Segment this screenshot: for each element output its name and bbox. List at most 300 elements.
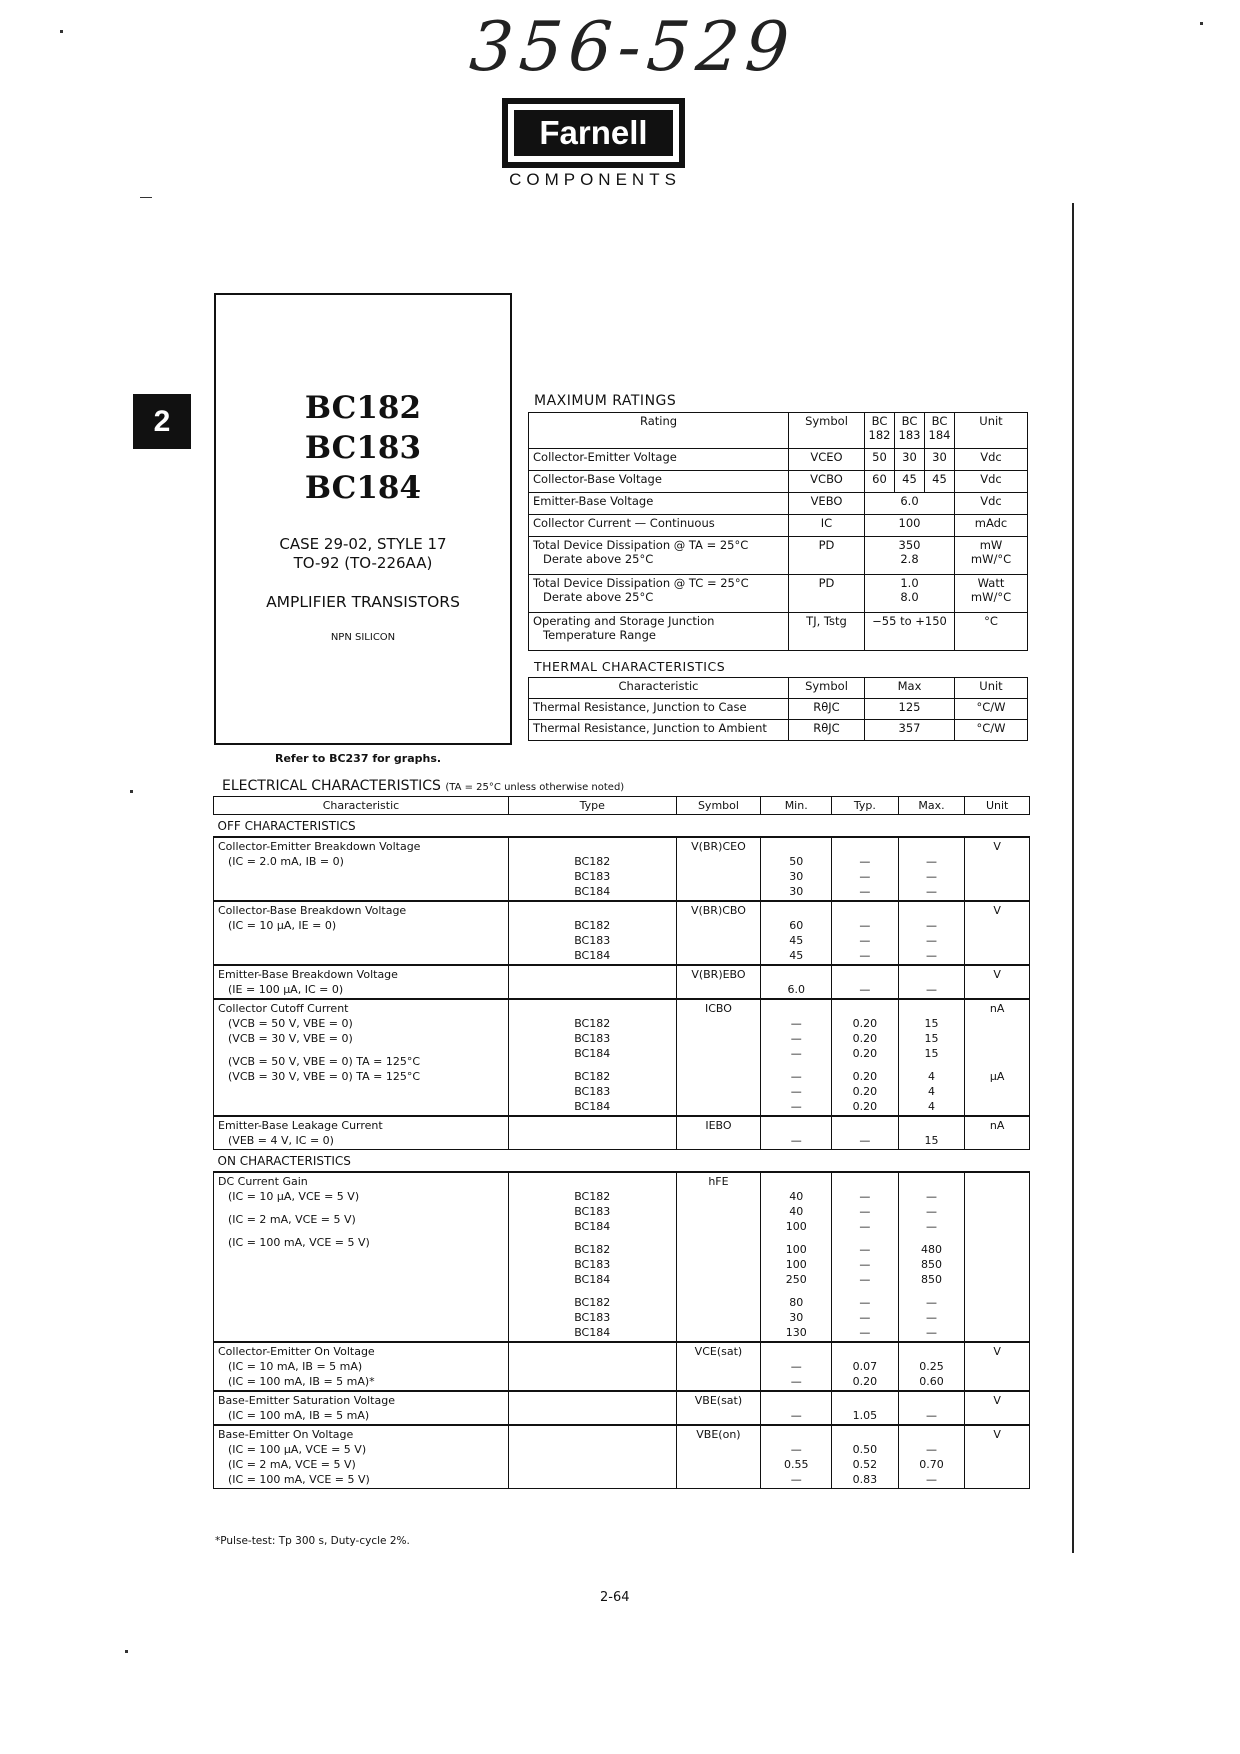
- max: 357: [865, 720, 955, 741]
- table-row: [529, 720, 1028, 741]
- min: [761, 837, 832, 901]
- spacer: [765, 903, 827, 918]
- max-value: —: [926, 934, 937, 947]
- test-condition: (IC = 100 mA, VCE = 5 V): [228, 1473, 370, 1486]
- max-value: —: [926, 1220, 937, 1233]
- characteristic: [214, 1425, 509, 1489]
- characteristic-name: Emitter-Base Leakage Current: [218, 1119, 383, 1132]
- typ-value: —: [859, 1311, 871, 1324]
- spacer: [836, 903, 894, 918]
- min-value: —: [790, 1070, 802, 1083]
- max-value: —: [926, 1473, 937, 1486]
- type: [508, 1342, 676, 1391]
- typ-value: —: [859, 1296, 871, 1309]
- value: 100: [865, 515, 955, 537]
- min-value: 30: [789, 1311, 804, 1324]
- spacer: [903, 1427, 961, 1442]
- value-bc183: 45: [895, 471, 925, 493]
- min-value: 50: [789, 855, 804, 868]
- value-bc184: 45: [925, 471, 955, 493]
- type-value: BC182: [574, 1243, 611, 1256]
- spacer: [903, 1287, 961, 1295]
- max: [898, 1342, 965, 1391]
- max-value: 0.70: [919, 1458, 944, 1471]
- type-value: BC183: [574, 1085, 611, 1098]
- device-box: [214, 293, 512, 745]
- type: [508, 965, 676, 999]
- header-unit: Unit: [965, 797, 1030, 815]
- typ: [832, 1116, 899, 1150]
- table-header-row: [214, 797, 1030, 815]
- symbol: IEBO: [676, 1116, 761, 1150]
- unit: V: [965, 1391, 1030, 1425]
- min-value: 60: [789, 919, 804, 932]
- typ-value: 0.52: [852, 1458, 878, 1471]
- spacer: [836, 1118, 894, 1133]
- type-value: BC182: [574, 855, 611, 868]
- min-value: 6.0: [787, 983, 805, 996]
- spacer: [218, 1046, 504, 1054]
- type: [508, 999, 676, 1116]
- min-value: —: [790, 1017, 802, 1030]
- unit: °C/W: [955, 720, 1028, 741]
- test-condition: (VCB = 30 V, VBE = 0): [228, 1032, 353, 1045]
- rating: Collector-Base Voltage: [529, 471, 789, 493]
- table-row: [214, 901, 1030, 965]
- symbol: VCEO: [789, 449, 865, 471]
- min-value: 100: [785, 1243, 807, 1256]
- header-unit: Unit: [955, 678, 1028, 699]
- spacer: [903, 1118, 961, 1133]
- section-heading-row: [214, 815, 1030, 838]
- typ-value: —: [859, 870, 871, 883]
- type-value: BC183: [574, 1258, 611, 1271]
- test-condition: (VCB = 30 V, VBE = 0) TA = 125°C: [228, 1070, 421, 1083]
- spacer: [513, 967, 672, 982]
- spacer: [765, 1393, 827, 1408]
- type-value: BC184: [574, 949, 611, 962]
- min-value: 250: [785, 1273, 807, 1286]
- min-value: 45: [789, 934, 804, 947]
- characteristic-name: Collector-Base Breakdown Voltage: [218, 904, 407, 917]
- max-ratings-table: [528, 412, 1028, 651]
- unit: V: [965, 1342, 1030, 1391]
- min: [761, 1425, 832, 1489]
- electrical-title-text: ELECTRICAL CHARACTERISTICS: [222, 778, 441, 794]
- symbol: VCBO: [789, 471, 865, 493]
- spacer: [903, 1174, 961, 1189]
- max-value: —: [926, 855, 937, 868]
- typ: [832, 1425, 899, 1489]
- spacer: [513, 1001, 672, 1016]
- min-value: 45: [789, 949, 804, 962]
- type: [508, 1425, 676, 1489]
- spacer: [765, 1287, 827, 1295]
- min-value: 130: [785, 1326, 807, 1339]
- typ: [832, 1172, 899, 1342]
- header-characteristic: Characteristic: [214, 797, 509, 815]
- table-header-row: [529, 678, 1028, 699]
- min-value: 40: [789, 1205, 804, 1218]
- characteristic: [214, 1172, 509, 1342]
- characteristic-name: Collector Cutoff Current: [218, 1002, 349, 1015]
- max-value: —: [926, 870, 937, 883]
- characteristic-name: Emitter-Base Breakdown Voltage: [218, 968, 398, 981]
- header-typ: Typ.: [832, 797, 899, 815]
- typ-value: —: [859, 1190, 871, 1203]
- type-value: BC184: [574, 1220, 611, 1233]
- characteristic-name: Base-Emitter Saturation Voltage: [218, 1394, 395, 1407]
- table-header-row: [529, 413, 1028, 449]
- unit-line: mW: [979, 538, 1003, 552]
- electrical-table: [213, 796, 1030, 1489]
- test-condition: (IC = 100 µA, VCE = 5 V): [228, 1443, 367, 1456]
- typ-value: —: [859, 1134, 871, 1147]
- spacer: [903, 967, 961, 982]
- spacer: [218, 1227, 504, 1235]
- spacer: [513, 1061, 672, 1069]
- characteristic: Thermal Resistance, Junction to Case: [529, 699, 789, 720]
- symbol: VBE(on): [676, 1425, 761, 1489]
- value: [865, 575, 955, 613]
- type-value: BC182: [574, 1017, 611, 1030]
- max-value: 15: [924, 1032, 939, 1045]
- symbol: hFE: [676, 1172, 761, 1342]
- symbol: VEBO: [789, 493, 865, 515]
- spacer: [513, 1118, 672, 1133]
- table-row: [529, 613, 1028, 651]
- spacer: [513, 1174, 672, 1189]
- max-value: —: [926, 1326, 937, 1339]
- type: [508, 1391, 676, 1425]
- type-value: BC184: [574, 885, 611, 898]
- typ-value: —: [859, 1205, 871, 1218]
- table-row: [529, 537, 1028, 575]
- rating: Emitter-Base Voltage: [529, 493, 789, 515]
- spacer: [765, 1234, 827, 1242]
- part-number: BC183: [304, 430, 422, 466]
- min: [761, 999, 832, 1116]
- min: [761, 1116, 832, 1150]
- max: [898, 901, 965, 965]
- spacer: [513, 1287, 672, 1295]
- table-row: [529, 515, 1028, 537]
- spacer: [903, 839, 961, 854]
- typ-value: —: [859, 983, 871, 996]
- spacer: [513, 1234, 672, 1242]
- characteristic-name: Collector-Emitter Breakdown Voltage: [218, 840, 421, 853]
- symbol: RθJC: [789, 720, 865, 741]
- min-value: —: [790, 1100, 802, 1113]
- rating: [529, 537, 789, 575]
- spacer: [765, 1174, 827, 1189]
- max: [898, 1425, 965, 1489]
- scan-speck: [1200, 22, 1203, 25]
- header-type: Type: [508, 797, 676, 815]
- spacer: [903, 1061, 961, 1069]
- header-max: Max: [865, 678, 955, 699]
- section-heading-row: [214, 1150, 1030, 1173]
- characteristic: [214, 1342, 509, 1391]
- unit: [965, 999, 1030, 1116]
- spacer: [903, 1001, 961, 1016]
- unit-value: µA: [989, 1070, 1005, 1083]
- spacer: [765, 1118, 827, 1133]
- spacer: [969, 1046, 1025, 1061]
- thermal-title: THERMAL CHARACTERISTICS: [534, 659, 726, 674]
- symbol: IC: [789, 515, 865, 537]
- scan-speck: [130, 790, 133, 793]
- part-number: BC184: [304, 470, 422, 506]
- min-value: —: [790, 1375, 802, 1388]
- device-description: AMPLIFIER TRANSISTORS: [266, 593, 460, 611]
- max-value: —: [926, 1443, 937, 1456]
- typ-value: 0.83: [852, 1473, 878, 1486]
- max-value: —: [926, 1311, 937, 1324]
- value-bc184: 30: [925, 449, 955, 471]
- min: [761, 965, 832, 999]
- value-bc183: 30: [895, 449, 925, 471]
- max-value: —: [926, 1409, 937, 1422]
- farnell-logo: [502, 98, 685, 168]
- typ-value: 0.07: [852, 1360, 878, 1373]
- unit: [965, 1172, 1030, 1342]
- typ-value: 0.20: [852, 1085, 878, 1098]
- page-edge-rule: [1072, 203, 1074, 1553]
- refer-note: Refer to BC237 for graphs.: [275, 752, 442, 765]
- typ-value: —: [859, 1243, 871, 1256]
- min-value: —: [790, 1409, 802, 1422]
- type: [508, 901, 676, 965]
- type-value: BC182: [574, 1296, 611, 1309]
- typ-value: —: [859, 934, 871, 947]
- spacer: [969, 1061, 1025, 1069]
- min-value: 100: [785, 1220, 807, 1233]
- type-value: BC182: [574, 1070, 611, 1083]
- rating: Collector Current — Continuous: [529, 515, 789, 537]
- spacer: [513, 903, 672, 918]
- symbol: PD: [789, 537, 865, 575]
- spacer: [765, 1001, 827, 1016]
- spacer: [969, 1016, 1025, 1031]
- spacer: [903, 903, 961, 918]
- table-row-dc-gain: [214, 1172, 1030, 1342]
- header-bc184: BC 184: [925, 413, 955, 449]
- typ-value: —: [859, 949, 871, 962]
- max-value: 850: [921, 1273, 942, 1286]
- spacer: [218, 1204, 504, 1212]
- symbol: V(BR)CEO: [676, 837, 761, 901]
- unit: Vdc: [955, 449, 1028, 471]
- max-value: 4: [928, 1100, 935, 1113]
- min-value: 100: [785, 1258, 807, 1271]
- max-value: 4: [928, 1070, 935, 1083]
- rating: Collector-Emitter Voltage: [529, 449, 789, 471]
- max: [898, 1391, 965, 1425]
- table-row: [214, 837, 1030, 901]
- unit: [955, 537, 1028, 575]
- logo-brand-text: Farnell: [514, 110, 673, 156]
- unit-value: V: [993, 904, 1001, 917]
- unit: Vdc: [955, 493, 1028, 515]
- symbol: VCE(sat): [676, 1342, 761, 1391]
- header-symbol: Symbol: [676, 797, 761, 815]
- max-value: 4: [928, 1085, 935, 1098]
- typ-value: —: [859, 1220, 871, 1233]
- type: [508, 1116, 676, 1150]
- typ-value: —: [859, 885, 871, 898]
- test-condition: (IE = 100 µA, IC = 0): [228, 983, 344, 996]
- header-max: Max.: [898, 797, 965, 815]
- spacer: [513, 839, 672, 854]
- rating: [529, 575, 789, 613]
- case-package: TO-92 (TO-226AA): [293, 554, 433, 572]
- test-condition: (IC = 10 µA, VCE = 5 V): [228, 1190, 360, 1203]
- value: 6.0: [865, 493, 955, 515]
- max-value: —: [926, 1190, 937, 1203]
- test-condition: (IC = 100 mA, VCE = 5 V): [228, 1236, 370, 1249]
- min-value: 30: [789, 870, 804, 883]
- characteristic: [214, 837, 509, 901]
- test-condition: (IC = 10 µA, IE = 0): [228, 919, 337, 932]
- header-bc183: BC 183: [895, 413, 925, 449]
- spacer: [765, 1344, 827, 1359]
- test-condition: (IC = 2.0 mA, IB = 0): [228, 855, 344, 868]
- type-value: BC182: [574, 1190, 611, 1203]
- type-value: BC183: [574, 1311, 611, 1324]
- header-symbol: Symbol: [789, 413, 865, 449]
- unit: [965, 901, 1030, 965]
- spacer: [765, 839, 827, 854]
- characteristic: [214, 1391, 509, 1425]
- typ-value: 0.20: [852, 1070, 878, 1083]
- value-line: 2.8: [900, 552, 919, 566]
- spacer: [836, 1287, 894, 1295]
- type-value: BC184: [574, 1100, 611, 1113]
- symbol: RθJC: [789, 699, 865, 720]
- spacer: [903, 1234, 961, 1242]
- scan-speck: [125, 1650, 128, 1653]
- rating-line: Temperature Range: [543, 628, 656, 642]
- spacer: [836, 1344, 894, 1359]
- characteristic-name: Collector-Emitter On Voltage: [218, 1345, 375, 1358]
- unit: °C/W: [955, 699, 1028, 720]
- spacer: [836, 1061, 894, 1069]
- table-row: [529, 449, 1028, 471]
- rating-line: Total Device Dissipation @ TC = 25°C: [533, 576, 749, 590]
- symbol: ICBO: [676, 999, 761, 1116]
- typ: [832, 965, 899, 999]
- test-condition: (IC = 100 mA, IB = 5 mA)*: [228, 1375, 375, 1388]
- max: [898, 1172, 965, 1342]
- type-value: BC183: [574, 870, 611, 883]
- electrical-title: [222, 778, 624, 794]
- type-value: BC184: [574, 1326, 611, 1339]
- type-value: BC183: [574, 1032, 611, 1045]
- value-bc182: 60: [865, 471, 895, 493]
- min: [761, 1172, 832, 1342]
- type-value: BC183: [574, 1205, 611, 1218]
- rating-line: Derate above 25°C: [543, 590, 654, 604]
- min-value: 30: [789, 885, 804, 898]
- max-value: —: [926, 949, 937, 962]
- test-condition: (IC = 2 mA, VCE = 5 V): [228, 1213, 356, 1226]
- value: [865, 537, 955, 575]
- unit: [965, 1116, 1030, 1150]
- characteristic: [214, 1116, 509, 1150]
- section-tab: 2: [133, 394, 191, 449]
- header-min: Min.: [761, 797, 832, 815]
- typ: [832, 901, 899, 965]
- header-symbol: Symbol: [789, 678, 865, 699]
- unit: mAdc: [955, 515, 1028, 537]
- unit: Vdc: [955, 471, 1028, 493]
- min: [761, 1391, 832, 1425]
- min-value: —: [790, 1032, 802, 1045]
- symbol: V(BR)EBO: [676, 965, 761, 999]
- typ-value: 0.20: [852, 1375, 878, 1388]
- max-ratings-title: MAXIMUM RATINGS: [534, 393, 677, 409]
- type-value: BC182: [574, 919, 611, 932]
- typ-value: 0.20: [852, 1017, 878, 1030]
- unit: [965, 965, 1030, 999]
- max-value: —: [926, 1205, 937, 1218]
- typ-value: 0.20: [852, 1100, 878, 1113]
- max-value: —: [926, 1296, 937, 1309]
- header-characteristic: Characteristic: [529, 678, 789, 699]
- test-condition: (IC = 2 mA, VCE = 5 V): [228, 1458, 356, 1471]
- min-value: —: [790, 1047, 802, 1060]
- header-bc182: BC 182: [865, 413, 895, 449]
- max-value: 15: [924, 1017, 939, 1030]
- symbol: VBE(sat): [676, 1391, 761, 1425]
- spacer: [836, 1001, 894, 1016]
- test-condition: (VEB = 4 V, IC = 0): [228, 1134, 334, 1147]
- characteristic-name: DC Current Gain: [218, 1175, 308, 1188]
- spacer: [765, 1427, 827, 1442]
- footnote: *Pulse-test: Tp 300 s, Duty-cycle 2%.: [215, 1535, 410, 1547]
- max-value: —: [926, 919, 937, 932]
- rating: [529, 613, 789, 651]
- unit: °C: [955, 613, 1028, 651]
- characteristic: [214, 999, 509, 1116]
- unit-line: Watt: [977, 576, 1005, 590]
- typ-value: —: [859, 1258, 871, 1271]
- symbol: TJ, Tstg: [789, 613, 865, 651]
- rating-line: Total Device Dissipation @ TA = 25°C: [533, 538, 749, 552]
- min-value: —: [790, 1443, 802, 1456]
- case-info: [214, 535, 512, 573]
- unit: V: [965, 1425, 1030, 1489]
- part-numbers: [214, 388, 512, 508]
- unit-line: mW/°C: [970, 590, 1012, 604]
- unit: [955, 575, 1028, 613]
- type-value: BC183: [574, 934, 611, 947]
- typ: [832, 999, 899, 1116]
- max: [898, 965, 965, 999]
- type: [508, 1172, 676, 1342]
- unit-value: nA: [989, 1002, 1005, 1015]
- typ-value: 0.50: [852, 1443, 878, 1456]
- max-value: 850: [921, 1258, 942, 1271]
- device-polarity: NPN SILICON: [330, 632, 396, 643]
- test-condition: (VCB = 50 V, VBE = 0) TA = 125°C: [228, 1055, 421, 1068]
- characteristic: Thermal Resistance, Junction to Ambient: [529, 720, 789, 741]
- max: 125: [865, 699, 955, 720]
- max: [898, 999, 965, 1116]
- symbol: V(BR)CBO: [676, 901, 761, 965]
- min-value: —: [790, 1085, 802, 1098]
